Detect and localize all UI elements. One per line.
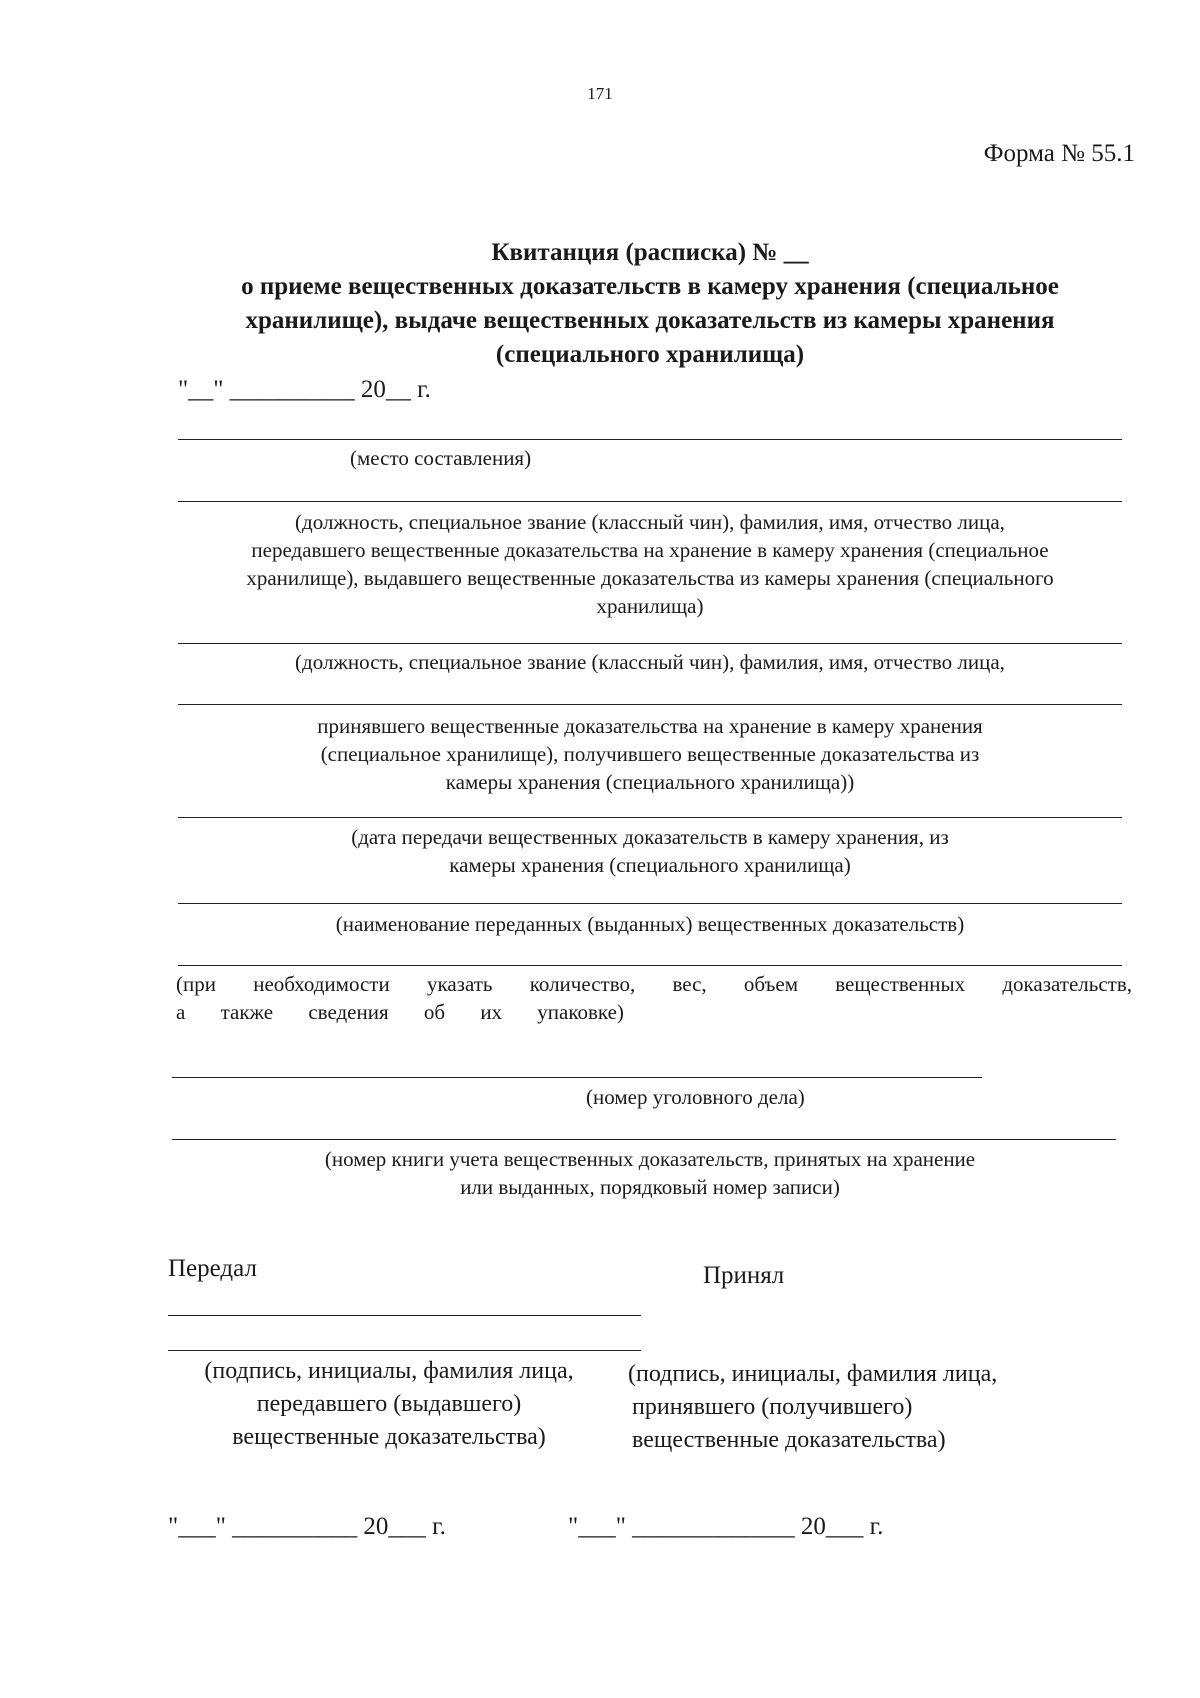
- received-caption-line: вещественные доказательства): [632, 1427, 946, 1453]
- receiver-fill-line-1: [178, 643, 1122, 644]
- ledger-caption-line: или выданных, порядковый номер записи): [460, 1175, 840, 1199]
- quantity-fill-line: [178, 965, 1122, 966]
- page-number: 171: [587, 84, 613, 103]
- handed-over-caption-line: передавшего (выдавшего): [256, 1391, 522, 1417]
- received-label: Принял: [703, 1262, 785, 1289]
- ledger-caption-line: (номер книги учета вещественных доказательств, принятых на хранение: [324, 1147, 976, 1171]
- title-line-1: Квитанция (расписка) № __: [491, 239, 809, 266]
- case-number-caption: (номер уголовного дела): [586, 1085, 805, 1109]
- handover-fill-line: [178, 501, 1122, 502]
- place-caption: (место составления): [350, 446, 532, 470]
- title-line-3: хранилище), выдаче вещественных доказательств из камеры хранения: [245, 307, 1055, 334]
- receiver-caption-b: [150, 712, 1150, 796]
- receiver-caption-line: (специальное хранилище), получившего вещественные доказательства из: [320, 742, 980, 766]
- evidence-name-fill-line: [178, 903, 1122, 904]
- ledger-caption: [150, 1145, 1150, 1201]
- transfer-date-caption-line: камеры хранения (специального хранилища): [449, 853, 851, 877]
- handover-caption-line: передавшего вещественные доказательства на хранение в камеру хранения (специальное: [251, 538, 1049, 562]
- receiver-caption-line: камеры хранения (специального хранилища)): [445, 770, 855, 794]
- receiver-caption-a: (должность, специальное звание (классный чин), фамилия, имя, отчество лица,: [295, 650, 1005, 674]
- handed-over-date: "___" __________ 20___ г.: [168, 1513, 446, 1540]
- received-date: "___" _____________ 20___ г.: [568, 1513, 884, 1540]
- form-number: Форма № 55.1: [983, 140, 1135, 167]
- transfer-date-caption: [150, 823, 1150, 879]
- received-caption-line: принявшего (получившего): [632, 1394, 913, 1420]
- handed-over-sign-line-1: [168, 1315, 641, 1316]
- handed-over-label: Передал: [168, 1255, 257, 1282]
- handed-over-caption: [158, 1355, 620, 1454]
- place-fill-line: [178, 439, 1122, 440]
- title-line-2: о приеме вещественных доказательств в камеру хранения (специальное: [241, 273, 1059, 300]
- handover-caption-line: хранилище), выдавшего вещественные доказательства из камеры хранения (специального: [246, 566, 1054, 590]
- transfer-date-caption-line: (дата передачи вещественных доказательств в камеру хранения, из: [351, 825, 949, 849]
- received-caption: [628, 1358, 1090, 1457]
- transfer-date-fill-line: [178, 817, 1122, 818]
- receiver-fill-line-2: [178, 704, 1122, 705]
- case-number-fill-line: [172, 1077, 982, 1078]
- handed-over-caption-line: (подпись, инициалы, фамилия лица,: [204, 1358, 574, 1384]
- evidence-name-caption: (наименование переданных (выданных) вещественных доказательств): [335, 912, 965, 936]
- ledger-fill-line: [172, 1139, 1116, 1140]
- receiver-caption-line: принявшего вещественные доказательства на хранение в камеру хранения: [317, 714, 983, 738]
- handover-caption-line: хранилища): [596, 594, 704, 618]
- quantity-caption: (при необходимости указать количество, вес, объем вещественных доказательств, а также сведения об их упаковке): [176, 972, 1132, 1024]
- handover-caption: [150, 508, 1150, 620]
- received-caption-line: (подпись, инициалы, фамилия лица,: [628, 1361, 998, 1387]
- document-title: [150, 236, 1150, 372]
- handover-caption-line: (должность, специальное звание (классный чин), фамилия, имя, отчество лица,: [295, 510, 1005, 534]
- handed-over-caption-line: вещественные доказательства): [232, 1424, 546, 1450]
- date-top: "__" __________ 20__ г.: [178, 376, 431, 403]
- handed-over-sign-line-2: [168, 1350, 641, 1351]
- title-line-4: (специального хранилища): [495, 341, 805, 368]
